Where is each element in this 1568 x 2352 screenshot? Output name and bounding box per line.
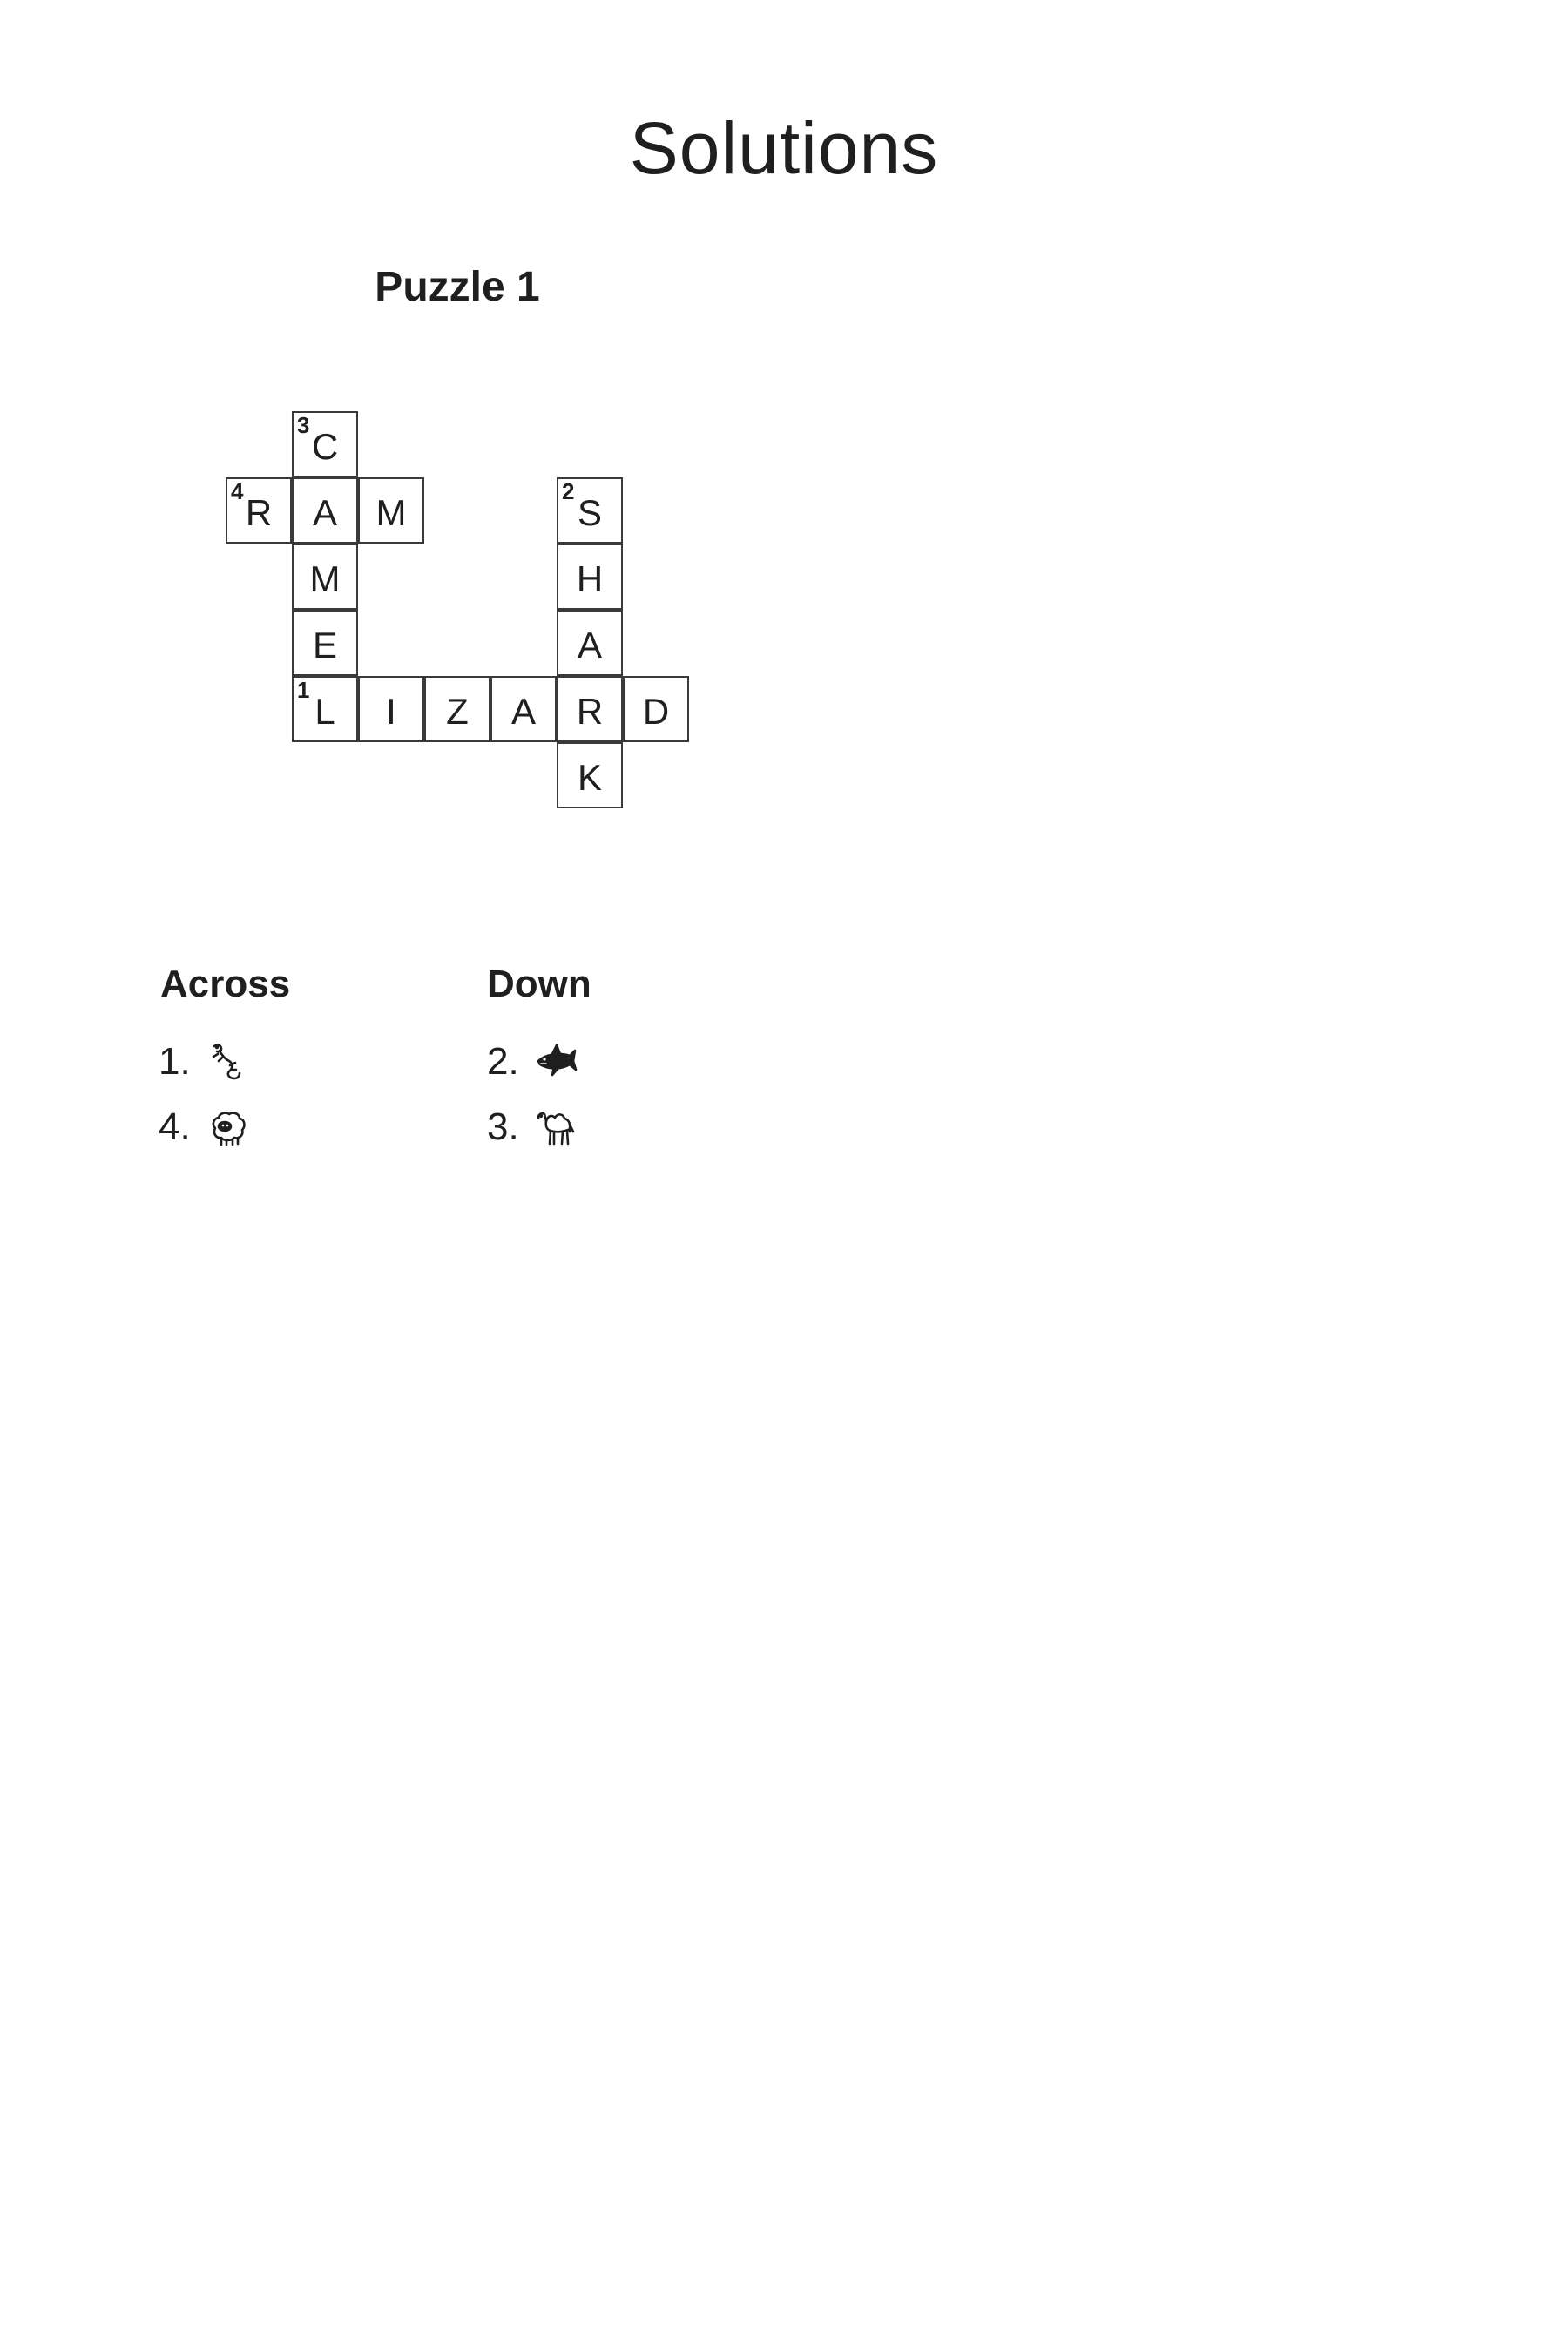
- cell-letter: K: [577, 757, 602, 798]
- crossword-cell: [292, 477, 358, 544]
- cell-letter: M: [309, 558, 341, 599]
- cell-letter: D: [642, 691, 670, 732]
- cell-letter: A: [577, 625, 602, 666]
- across-clue-1: [159, 1040, 250, 1084]
- page-title: Solutions: [629, 107, 939, 189]
- clue-number-label: 4: [231, 478, 244, 504]
- cell-letter: C: [311, 426, 339, 467]
- clue-number: 4.: [159, 1105, 191, 1148]
- crossword-cell: [557, 477, 623, 544]
- crossword-cell: [292, 676, 358, 742]
- crossword-cell: [292, 610, 358, 676]
- cell-letter: E: [312, 625, 337, 666]
- cell-letter: L: [314, 691, 335, 732]
- cell-letter: R: [245, 492, 273, 533]
- cell-letter: Z: [446, 691, 469, 732]
- crossword-cell: [557, 742, 623, 808]
- across-clue-4: [159, 1105, 250, 1149]
- crossword-cell: [358, 477, 424, 544]
- crossword-cell: [557, 544, 623, 610]
- clue-number: 1.: [159, 1040, 191, 1083]
- clue-number-label: 2: [562, 478, 575, 504]
- cell-letter: M: [375, 492, 407, 533]
- clue-number-label: 3: [297, 412, 310, 438]
- down-heading: Down: [487, 963, 591, 1005]
- crossword-cell: [292, 544, 358, 610]
- cell-letter: I: [386, 691, 396, 732]
- crossword-cell: [557, 610, 623, 676]
- cell-letter: S: [577, 492, 602, 533]
- across-heading: Across: [160, 963, 291, 1005]
- down-clue-2: [487, 1040, 578, 1084]
- crossword-cell: [358, 676, 424, 742]
- sheep-icon: [206, 1105, 250, 1149]
- puzzle-title: Puzzle 1: [375, 264, 540, 310]
- cell-letter: A: [312, 492, 337, 533]
- down-clue-3: [487, 1105, 578, 1149]
- shark-icon: [535, 1040, 578, 1084]
- crossword-cell: [557, 676, 623, 742]
- cell-letter: H: [576, 558, 604, 599]
- crossword-cell: [226, 477, 292, 544]
- camel-icon: [535, 1105, 578, 1149]
- crossword-grid: [0, 0, 1568, 871]
- lizard-icon: [206, 1040, 250, 1084]
- clue-number: 3.: [487, 1105, 519, 1148]
- cell-letter: A: [510, 691, 536, 732]
- crossword-cell: [424, 676, 490, 742]
- crossword-cell: [490, 676, 557, 742]
- clue-number: 2.: [487, 1040, 519, 1083]
- crossword-cell: [292, 411, 358, 477]
- clue-number-label: 1: [297, 677, 310, 703]
- cell-letter: R: [576, 691, 604, 732]
- crossword-cell: [623, 676, 689, 742]
